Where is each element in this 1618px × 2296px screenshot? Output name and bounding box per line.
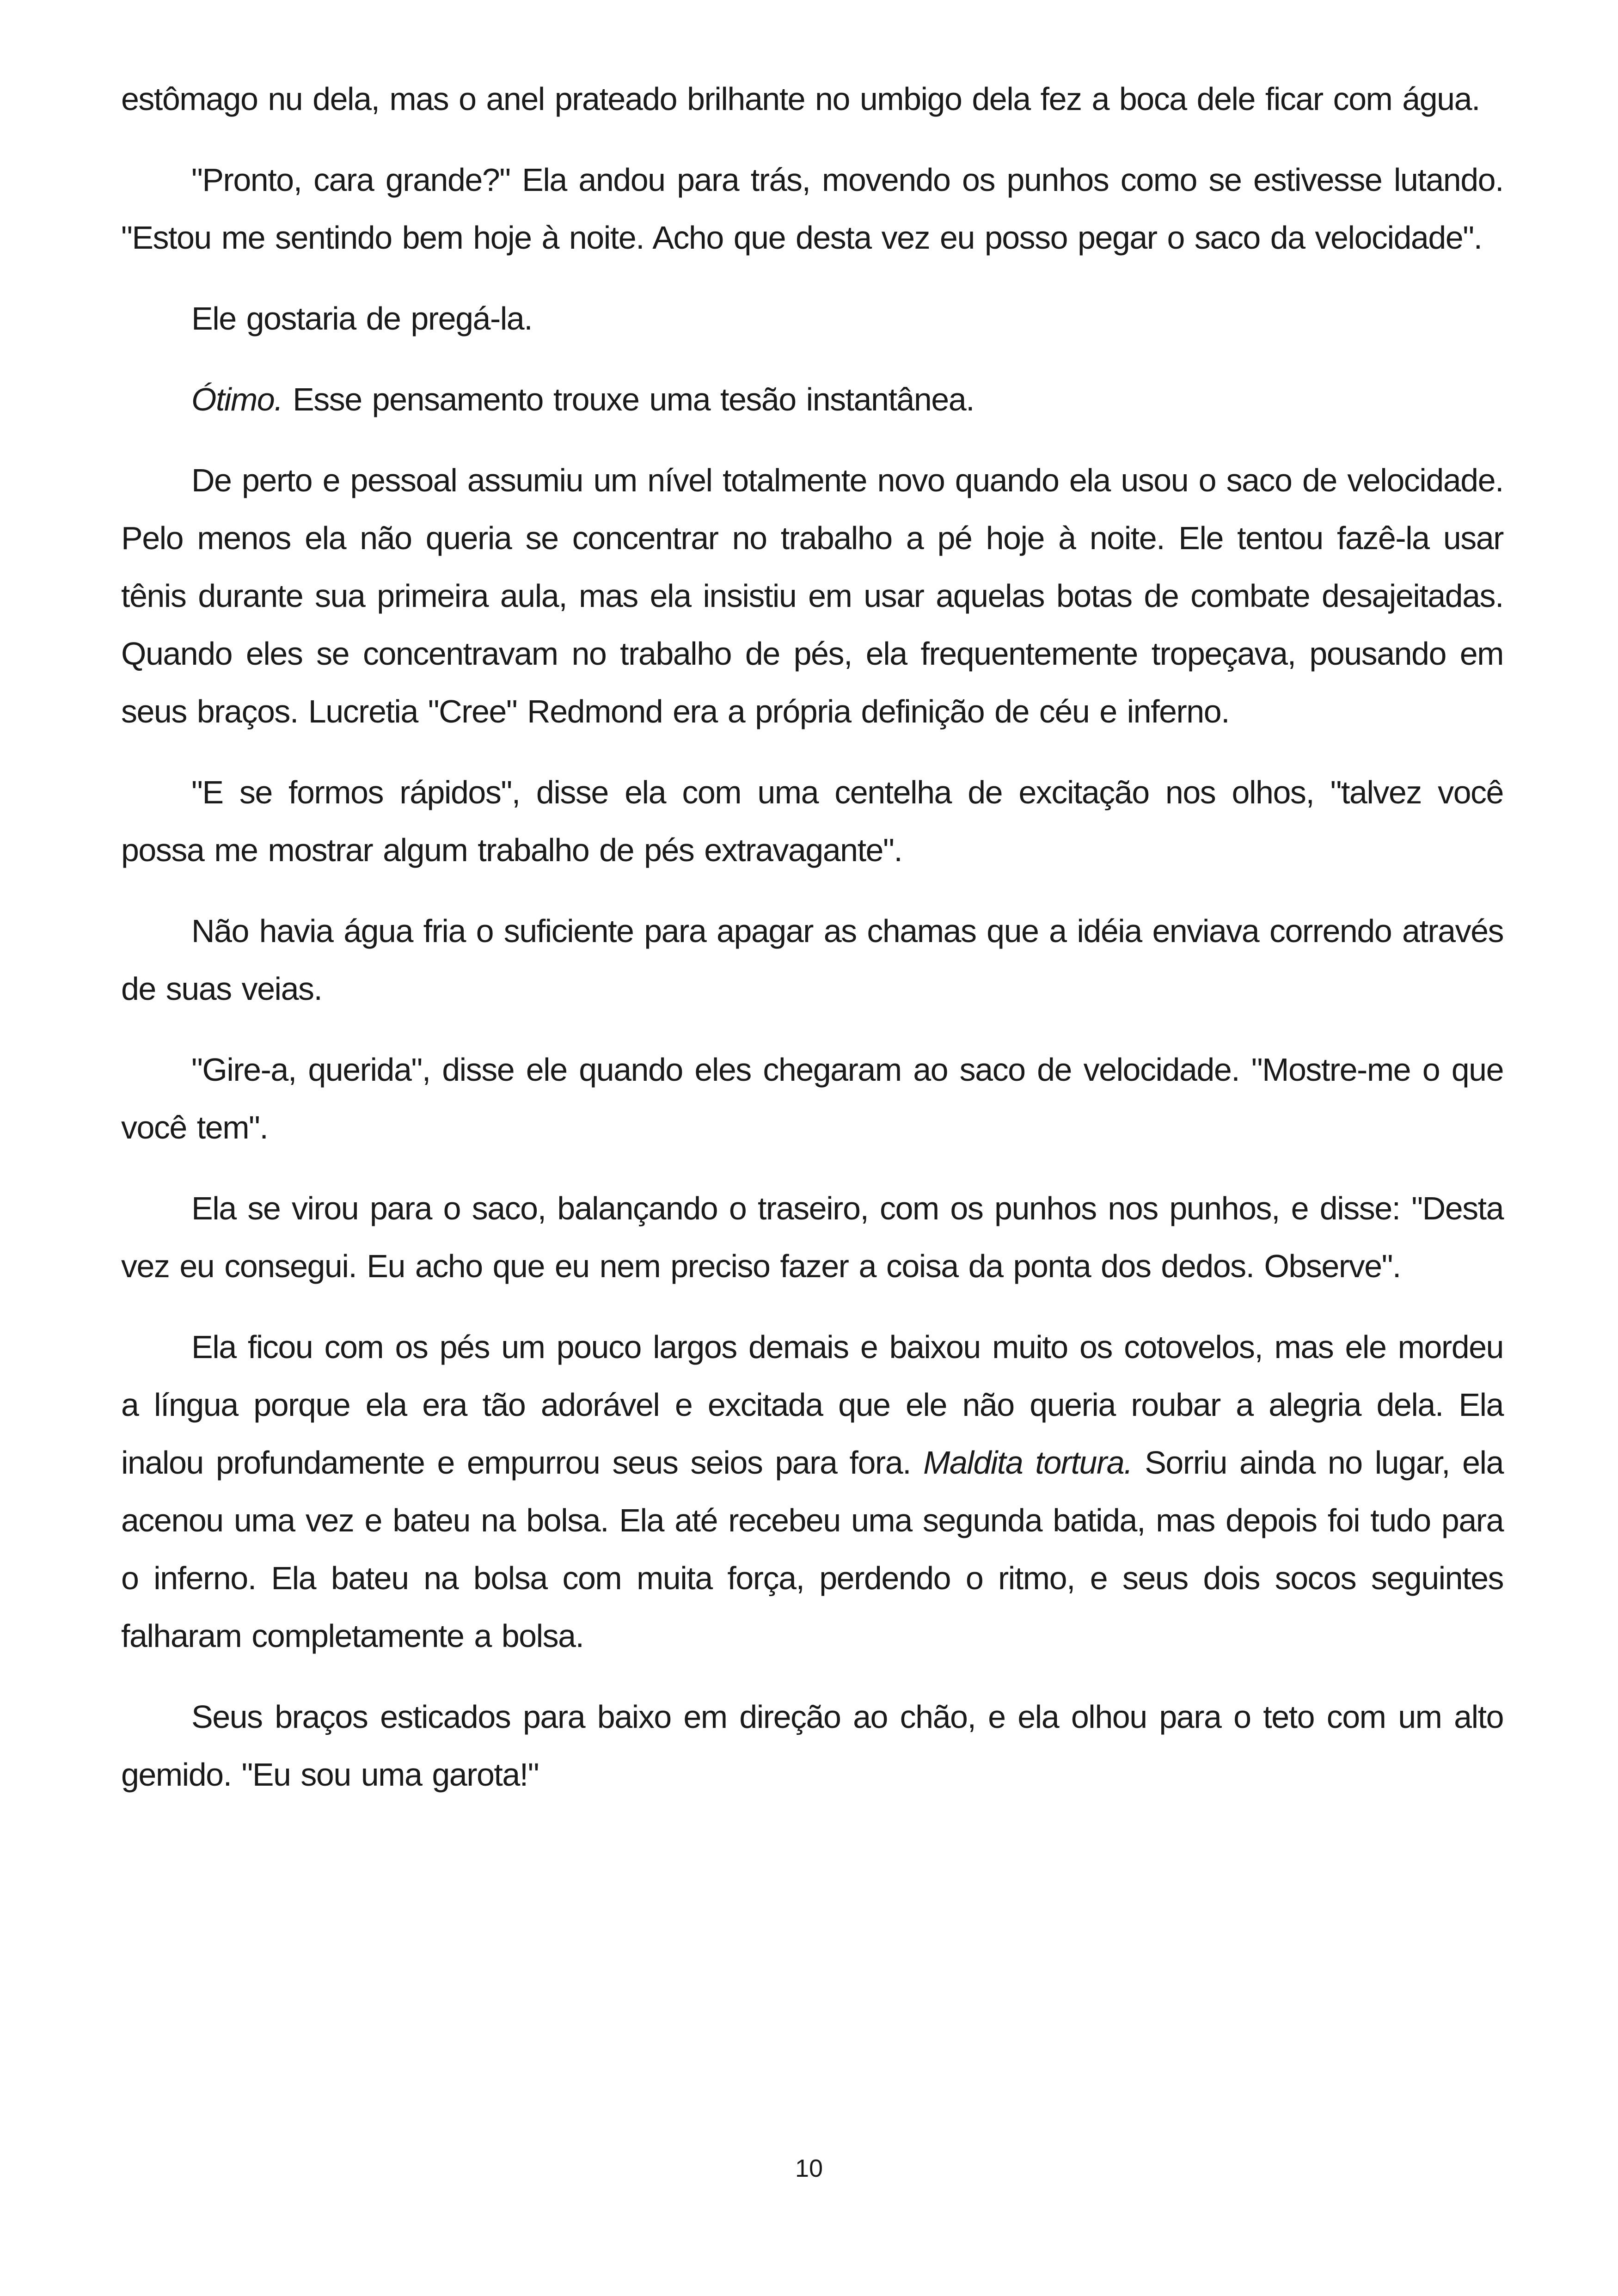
paragraph bbox=[121, 902, 1503, 1018]
paragraph bbox=[121, 70, 1503, 128]
paragraph bbox=[121, 1688, 1503, 1804]
paragraph bbox=[121, 151, 1503, 267]
paragraph bbox=[121, 1041, 1503, 1157]
paragraph-text: Esse pensamento trouxe uma tesão instantânea. bbox=[282, 381, 974, 417]
paragraph bbox=[121, 764, 1503, 879]
paragraph-text: "Gire-a, querida", disse ele quando eles chegaram ao saco de velocidade. "Mostre-me o que você tem". bbox=[121, 1052, 1503, 1145]
page-number: 10 bbox=[795, 2155, 823, 2182]
paragraph bbox=[121, 1318, 1503, 1665]
paragraph-text: "Pronto, cara grande?" Ela andou para trás, movendo os punhos como se estivesse lutando. "Estou me sentindo bem hoje à noite. Acho que desta vez eu posso pegar o saco da velocidade". bbox=[121, 162, 1503, 256]
paragraph-text: "E se formos rápidos", disse ela com uma centelha de excitação nos olhos, "talvez você possa me mostrar algum trabalho de pés extravagante". bbox=[121, 774, 1503, 868]
paragraph-text: Ela ficou com os pés um pouco largos demais e baixou muito os cotovelos, mas ele mordeu a língua porque ela era tão adorável e excitada que ele não queria roubar a alegria dela. Ela inalou profundamente e empurrou seus seios para fora. bbox=[121, 1329, 1503, 1481]
paragraph-text: Seus braços esticados para baixo em direção ao chão, e ela olhou para o teto com um alto gemido. "Eu sou uma garota!" bbox=[121, 1699, 1503, 1793]
italic-text: Maldita tortura. bbox=[923, 1445, 1133, 1481]
body-text bbox=[121, 70, 1503, 1827]
paragraph bbox=[121, 452, 1503, 741]
paragraph-text: Ela se virou para o saco, balançando o traseiro, com os punhos nos punhos, e disse: "Desta vez eu consegui. Eu acho que eu nem preciso fazer a coisa da ponta dos dedos. Observe". bbox=[121, 1190, 1503, 1284]
paragraph-text: Sorriu ainda no lugar, ela acenou uma vez e bateu na bolsa. Ela até recebeu uma segunda batida, mas depois foi tudo para o inferno. Ela bateu na bolsa com muita força, perdendo o ritmo, e seus dois socos seguintes falharam completamente a bolsa. bbox=[121, 1445, 1503, 1654]
paragraph bbox=[121, 371, 1503, 429]
paragraph-text: Não havia água fria o suficiente para apagar as chamas que a idéia enviava correndo através de suas veias. bbox=[121, 913, 1503, 1007]
italic-text: Ótimo. bbox=[191, 381, 283, 417]
paragraph bbox=[121, 290, 1503, 348]
paragraph-text: Ele gostaria de pregá-la. bbox=[191, 300, 533, 337]
paragraph bbox=[121, 1180, 1503, 1295]
paragraph-text: De perto e pessoal assumiu um nível totalmente novo quando ela usou o saco de velocidade. Pelo menos ela não queria se concentrar no trabalho a pé hoje à noite. Ele tentou fazê-la usar tênis durante sua primeira aula, mas ela insistiu em usar aquelas botas de combate desajeitadas. Quando eles se concentravam no trabalho de pés, ela frequentemente tropeçava, pousando em seus braços. Lucretia "Cree" Redmond era a própria definição de céu e inferno. bbox=[121, 462, 1503, 729]
paragraph-text: estômago nu dela, mas o anel prateado brilhante no umbigo dela fez a boca dele ficar com água. bbox=[121, 81, 1480, 117]
